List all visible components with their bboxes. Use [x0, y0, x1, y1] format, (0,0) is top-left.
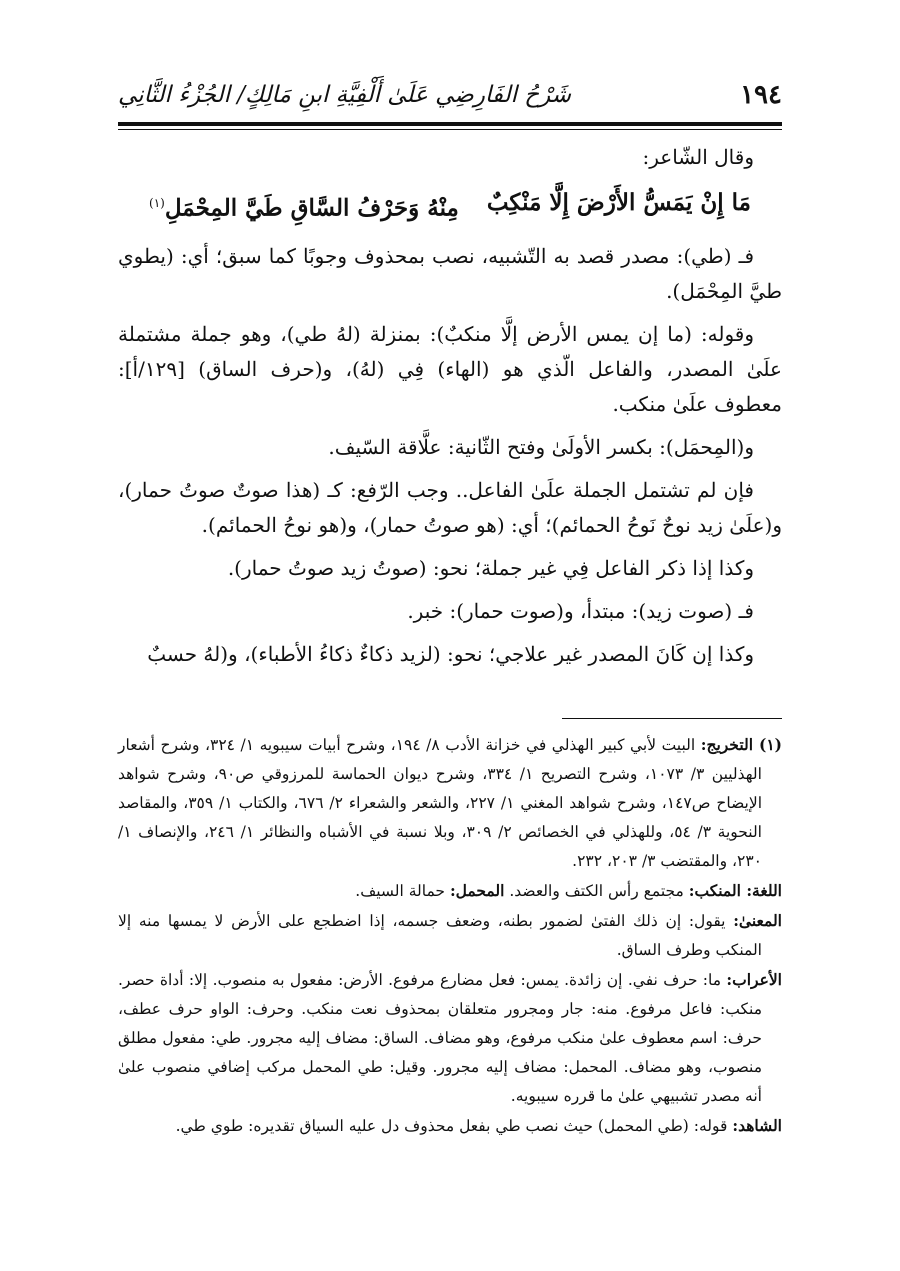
page-header [118, 72, 782, 124]
poetry-verse [118, 183, 782, 229]
paragraph: فـ (صوت زيد): مبتدأ، و(صوت حمار): خبر. [407, 598, 754, 623]
header-rule-thick [118, 122, 782, 126]
main-text [118, 140, 782, 680]
paragraph: و(المِحمَل): بكسر الأولَىٰ وفتح الثّانية: علَّاقة السّيف. [328, 434, 754, 459]
verse-first-hemistich: مَا إِنْ يَمَسُّ الأَرْضَ إِلَّا مَنْكِبٌ [486, 189, 751, 216]
paragraph: وقوله: (ما إن يمس الأرض إلَّا منكبٌ): بمنزلة (لهُ طي)، وهو جملة مشتملة علَىٰ المصدر، والفاعل الّذي هو (الهاء) فِي (لهُ)، و(حرف الساق) [١٢٩/أ]: معطوف علَىٰ منكب. [118, 321, 782, 416]
header-rule-thin [118, 129, 782, 130]
footnote-irab: الأعراب: ما: حرف نفي. إن زائدة. يمس: فعل مضارع مرفوع. الأرض: مفعول به منصوب. إلا: أداة حصر. منكب: فاعل مرفوع. منه: جار ومجرور متعلقان بمحذوف نعت منكب. وحرف: الواو حرف عطف، حرف: اسم معطوف علىٰ منكب مرفوع، وهو مضاف. الساق: مضاف إليه مجرور. طي: مفعول مطلق منصوب، وهو مضاف. المحمل: مضاف إليه مجرور. وقيل: طي المحمل مركب إضافي منصوب علىٰ أنه مصدر تشبيهي علىٰ ما قرره سيبويه. [118, 970, 782, 1105]
footnote-takhrij: (١) التخريج: البيت لأبي كبير الهذلي في خزانة الأدب ٨/ ١٩٤، وشرح أبيات سيبويه ١/ ٣٢٤، وشرح أشعار الهذليين ٣/ ١٠٧٣، وشرح التصريح ١/ ٣٣٤، وشرح ديوان الحماسة للمرزوقي ص٩٠، وشرح شواهد الإيضاح ص١٤٧، وشرح شواهد المغني ١/ ٢٢٧، والشعر والشعراء ٢/ ٦٧٦، والكتاب ١/ ٣٥٩، والمقاصد النحوية ٣/ ٥٤، وللهذلي في الخصائص ٢/ ٣٠٩، وبلا نسبة في الأشباه والنظائر ١/ ٢٤٦، والإنصاف ١/ ٢٣٠، والمقتضب ٣/ ٢٠٣، ٢٣٢. [118, 735, 782, 870]
verse-second-hemistich: مِنْهُ وَحَرْفُ السَّاقِ طَيَّ المِحْمَلِ$^{(١)}$ [149, 194, 459, 222]
footnote-shahid: الشاهد: قوله: (طي المحمل) حيث نصب طي بفعل محذوف دل عليه السياق تقديره: طوي طي. [175, 1116, 782, 1135]
page-number: ١٩٤ [740, 80, 782, 110]
paragraph: فإن لم تشتمل الجملة علَىٰ الفاعل.. وجب الرّفع: كـ (هذا صوتٌ صوتُ حمار)، و(علَىٰ زيد نوحٌ نَوحُ الحمائم)؛ أي: (هو صوتُ حمار)، و(هو نوحُ الحمائم). [118, 477, 782, 537]
footnote-lugha: اللغة: المنكب: مجتمع رأس الكتف والعضد. المحمل: حمالة السيف. [355, 881, 782, 900]
paragraph: وكذا إذا ذكر الفاعل فِي غير جملة؛ نحو: (صوتُ زيد صوتُ حمار). [227, 555, 754, 580]
paragraph: فـ (طي): مصدر قصد به التّشبيه، نصب بمحذوف وجوبًا كما سبق؛ أي: (يطوي طيَّ المِحْمَل). [118, 243, 782, 303]
verse-intro: وقال الشّاعر: [642, 145, 754, 169]
running-title: شَرْحُ الفَارِضِي عَلَىٰ أَلْفِيَّةِ ابنِ مَالِكٍ/ الجُزْءُ الثَّانِي [118, 82, 572, 108]
footnote-maana: المعنىٰ: يقول: إن ذلك الفتىٰ لضمور بطنه، وضعف جسمه، إذا اضطجع على الأرض لا يمسها منه إلا المنكب وطرف الساق. [118, 911, 782, 959]
paragraph: وكذا إن كَانَ المصدر غير علاجي؛ نحو: (لزيد ذكاءٌ ذكاءُ الأطباء)، و(لهُ حسبٌ [147, 641, 754, 666]
footnotes [118, 730, 782, 1141]
footnote-separator [562, 718, 782, 719]
footnote-marker: (١) [149, 196, 165, 210]
